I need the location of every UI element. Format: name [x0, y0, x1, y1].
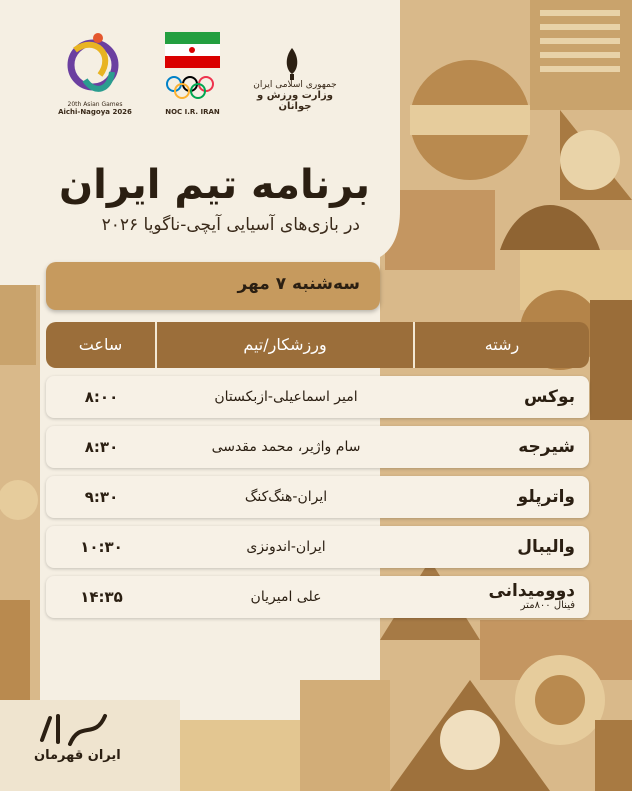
row-time: ۱۴:۳۵	[80, 588, 123, 606]
sport-subtitle: فینال ۸۰۰متر	[520, 600, 575, 611]
ministry-line1: جمهوری اسلامی ایران	[253, 80, 337, 90]
table-row	[46, 526, 589, 568]
ministry-line2: وزارت ورزش و جوانان	[257, 90, 333, 112]
row-sport	[415, 426, 589, 468]
asian-games-caption	[55, 101, 135, 116]
sport-name: بوکس	[524, 387, 575, 407]
sport-name: دوومیدانی	[488, 581, 575, 601]
schedule-table	[46, 322, 589, 618]
table-header-row	[46, 322, 589, 368]
row-time: ۱۰:۳۰	[80, 538, 123, 556]
row-athlete: ایران-اندونزی	[246, 539, 326, 555]
table-row	[46, 376, 589, 418]
sport-name: والیبال	[517, 537, 575, 557]
table-row	[46, 576, 589, 618]
row-athlete: ایران-هنگ‌کنگ	[244, 489, 328, 505]
row-athlete: علی امیریان	[250, 589, 322, 605]
header-sport: رشته	[484, 335, 520, 354]
noc-label: NOC I.R. IRAN	[165, 108, 220, 116]
page-title: برنامه تیم ایران	[59, 162, 370, 208]
iran-flag-icon	[165, 32, 220, 68]
row-athlete: سام واژیر، محمد مقدسی	[211, 439, 361, 455]
row-time: ۹:۳۰	[84, 488, 119, 506]
row-athlete: امیر اسماعیلی-ازبکستان	[214, 389, 358, 405]
sport-name: واترپلو	[517, 487, 575, 507]
ministry-caption	[245, 80, 345, 112]
date-banner	[46, 262, 380, 310]
row-sport	[415, 526, 589, 568]
table-row	[46, 426, 589, 468]
header-athlete: ورزشکار/تیم	[243, 335, 327, 354]
row-sport	[415, 476, 589, 518]
page-subtitle: در بازی‌های آسیایی آیچی-ناگویا ۲۰۲۶	[101, 215, 360, 235]
date-label: سه‌شنبه ۷ مهر	[237, 274, 360, 294]
row-time: ۸:۰۰	[84, 388, 119, 406]
table-row	[46, 476, 589, 518]
footer-logo-text: ایران قهرمان	[34, 748, 121, 763]
sport-name: شیرجه	[518, 437, 575, 457]
header-time: ساعت	[78, 335, 123, 354]
asian-games-line2: Aichi-Nagoya 2026	[58, 108, 132, 116]
asian-games-line1: 20th Asian Games	[67, 101, 123, 108]
row-time: ۸:۳۰	[84, 438, 119, 456]
row-sport	[415, 376, 589, 418]
row-sport	[415, 576, 589, 618]
